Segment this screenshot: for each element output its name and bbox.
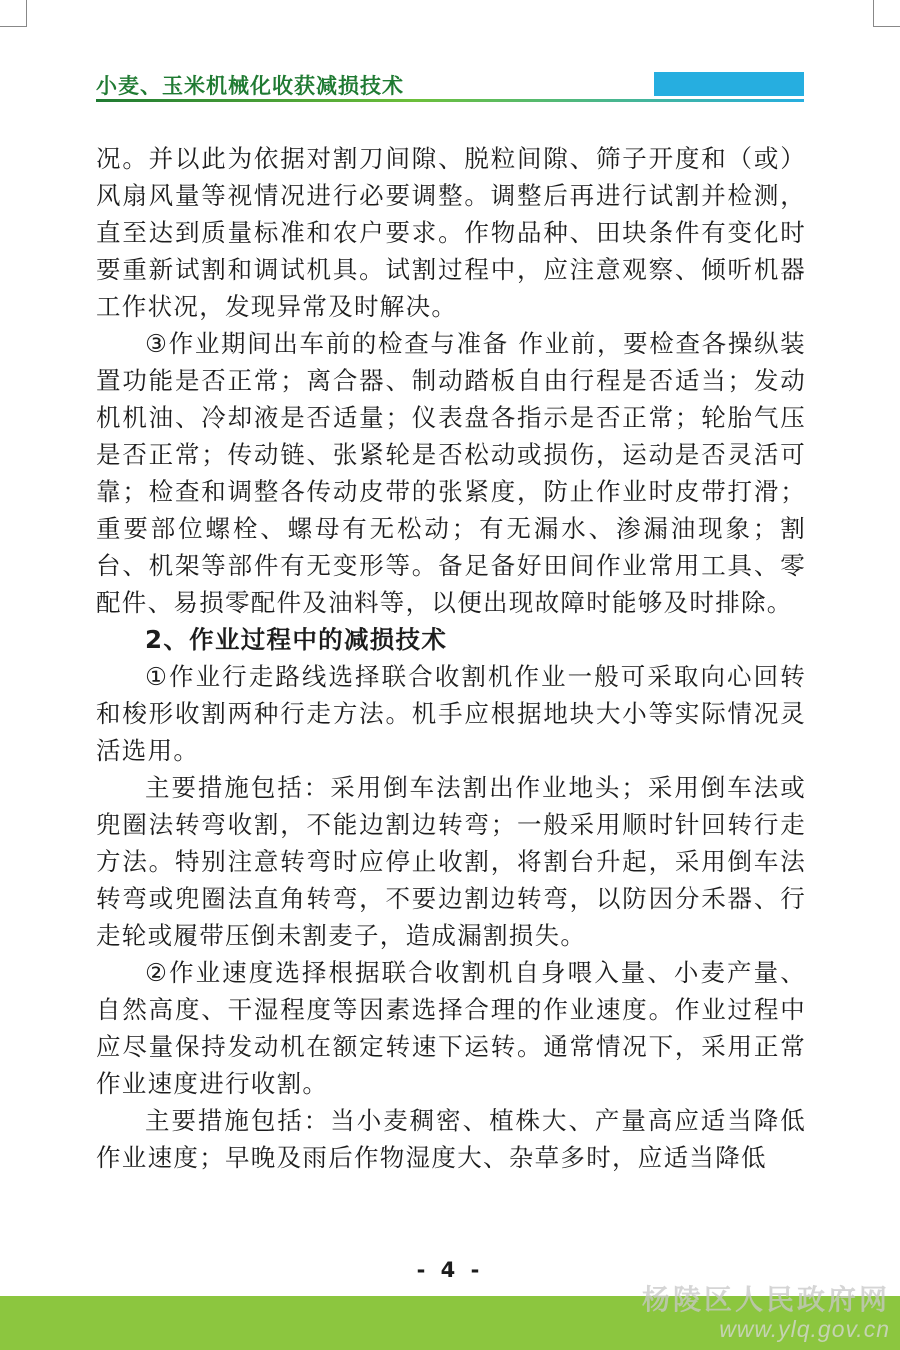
body-paragraph: ②作业速度选择根据联合收割机自身喂入量、小麦产量、自然高度、干湿程度等因素选择合理的作业速度。作业过程中应尽量保持发动机在额定转速下运转。通常情况下，采用正常作业速度进行收割。 xyxy=(96,958,806,1098)
crop-mark-top-right xyxy=(873,0,900,27)
body-paragraph: 主要措施包括：当小麦稠密、植株大、产量高应适当降低作业速度；早晚及雨后作物湿度大、杂草多时，应适当降低 xyxy=(96,1106,806,1172)
header-color-bar xyxy=(654,72,804,96)
running-header xyxy=(96,68,804,102)
body-paragraph: ①作业行走路线选择联合收割机作业一般可采取向心回转和梭形收割两种行走方法。机手应根据地块大小等实际情况灵活选用。 xyxy=(96,662,806,765)
watermark xyxy=(642,1278,890,1343)
body-paragraph: 主要措施包括：采用倒车法割出作业地头；采用倒车法或兜圈法转弯收割，不能边割边转弯；一般采用顺时针回转行走方法。特别注意转弯时应停止收割，将割台升起，采用倒车法转弯或兜圈法直角转弯，不要边割边转弯，以防因分禾器、行走轮或履带压倒未割麦子，造成漏割损失。 xyxy=(96,773,806,950)
header-rule xyxy=(96,99,804,102)
watermark-name: 杨陵区人民政府网 xyxy=(641,1283,890,1316)
page-body xyxy=(96,140,806,1176)
section-heading: 2、作业过程中的减损技术 xyxy=(145,625,448,654)
crop-mark-top-left xyxy=(0,0,27,27)
book-title: 小麦、玉米机械化收获减损技术 xyxy=(96,74,404,98)
body-paragraph: ③作业期间出车前的检查与准备 作业前，要检查各操纵装置功能是否正常；离合器、制动踏板自由行程是否适当；发动机机油、冷却液是否适量；仪表盘各指示是否正常；轮胎气压是否正常；传动链、张紧轮是否松动或损伤，运动是否灵活可靠；检查和调整各传动皮带的张紧度，防止作业时皮带打滑；重要部位螺栓、螺母有无松动；有无漏水、渗漏油现象；割台、机架等部件有无变形等。备足备好田间作业常用工具、零配件、易损零配件及油料等，以便出现故障时能够及时排除。 xyxy=(96,329,806,617)
body-paragraph: 况。并以此为依据对割刀间隙、脱粒间隙、筛子开度和（或）风扇风量等视情况进行必要调整。调整后再进行试割并检测，直至达到质量标准和农户要求。作物品种、田块条件有变化时要重新试割和调试机具。试割过程中，应注意观察、倾听机器工作状况，发现异常及时解决。 xyxy=(96,144,806,321)
page-number: - 4 - xyxy=(416,1258,484,1282)
watermark-url: www.ylq.gov.cn xyxy=(719,1316,890,1342)
